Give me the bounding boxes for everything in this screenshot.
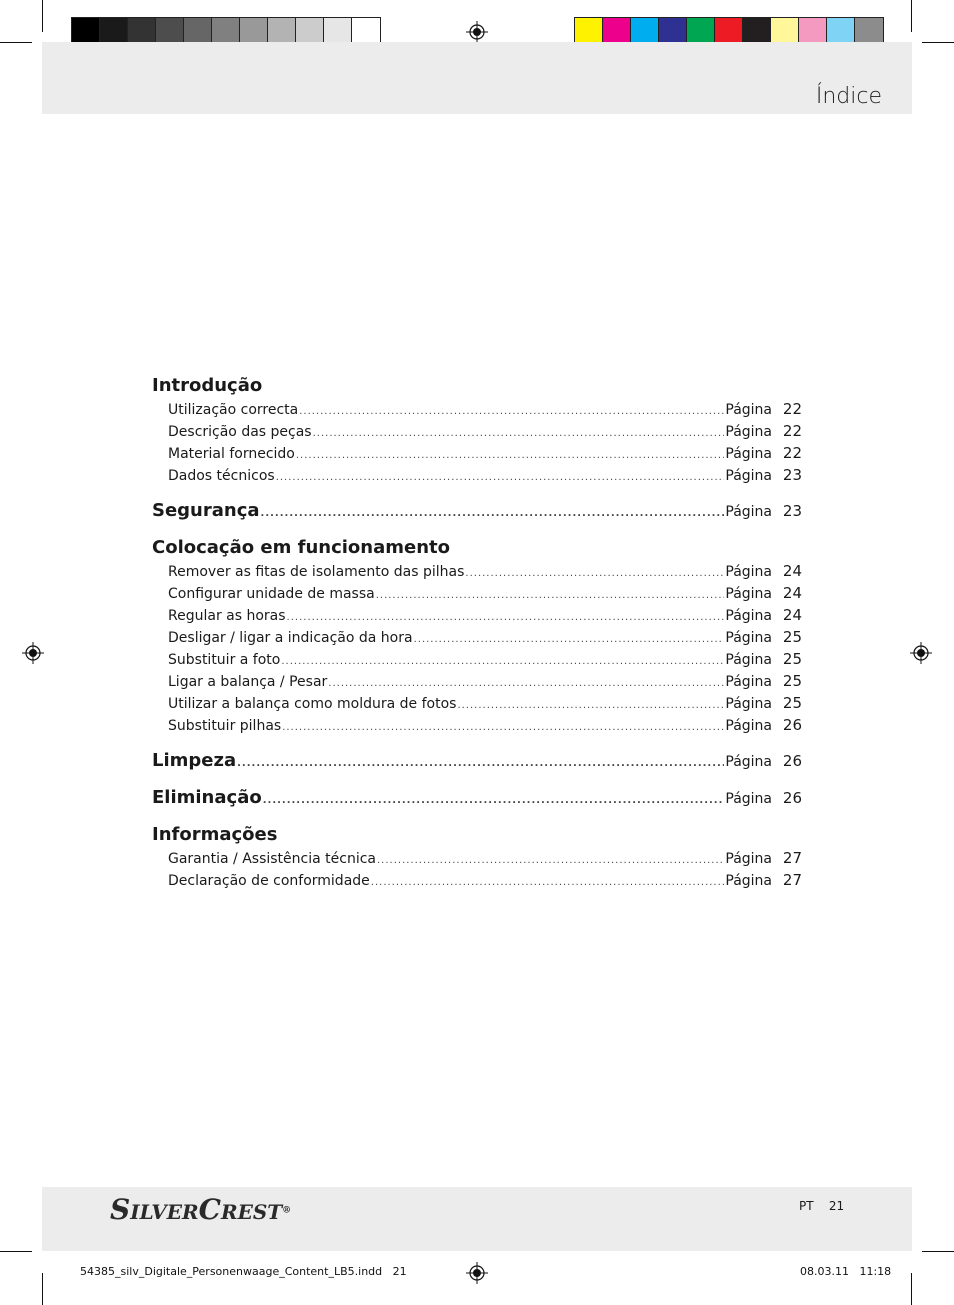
page-ref: 22 [782,444,802,462]
dot-leader [371,872,725,894]
page-ref: 27 [782,871,802,889]
crop-mark [0,42,32,43]
page-ref: 22 [782,400,802,418]
dot-leader [465,563,724,585]
toc-entry[interactable] [152,398,802,420]
page-ref: 22 [782,422,802,440]
page-label: Página [725,696,772,712]
page-ref: 27 [782,849,802,867]
toc-entry-label: Declaração de conformidade [168,873,370,889]
page-label: Página [725,851,772,867]
language-code: PT [799,1199,814,1213]
dot-leader [313,423,725,445]
toc-section-title: Informações [152,824,278,845]
toc-entry-label: Utilização correcta [168,402,299,418]
toc-entry[interactable] [152,604,802,626]
crop-mark [42,0,43,32]
page-ref: 26 [782,716,802,734]
toc-section [152,749,802,773]
toc-section-title: Eliminação [152,787,262,808]
toc-entry-label: Remover as fitas de isolamento das pilhas [168,564,465,580]
page-label: Página [725,791,772,807]
toc-entry[interactable] [152,560,802,582]
crop-mark [922,42,954,43]
toc-section [152,374,802,486]
page-ref: 23 [782,466,802,484]
page-ref: 24 [782,584,802,602]
toc-entry-label: Material fornecido [168,446,295,462]
page-label: Página [725,468,772,484]
toc-section [152,499,802,523]
page-label: Página [725,446,772,462]
dot-leader [276,467,725,489]
registration-mark-icon [910,642,932,664]
page-title: Índice [815,84,882,109]
page-ref: 25 [782,694,802,712]
page-ref: 25 [782,650,802,668]
page-label: Página [725,674,772,690]
toc-entry-label: Configurar unidade de massa [168,586,375,602]
toc-entry[interactable] [152,626,802,648]
page-label: Página [725,873,772,889]
toc-section [152,823,802,891]
toc-entry-label: Regular as horas [168,608,286,624]
registration-mark-icon [466,1262,488,1284]
page-label: Página [725,564,772,580]
toc-section-heading[interactable] [152,536,802,560]
toc-entry[interactable] [152,420,802,442]
header-band [42,42,912,114]
page-ref: 23 [782,502,802,520]
page-label: Página [725,402,772,418]
dot-leader [377,850,724,872]
print-slug-file: 54385_silv_Digitale_Personenwaage_Content_LB5.indd 21 [80,1265,407,1278]
toc-entry-label: Ligar a balança / Pesar [168,674,328,690]
page-ref: 24 [782,562,802,580]
dot-leader [299,401,724,423]
page-label: Página [725,504,772,520]
toc-entry[interactable] [152,464,802,486]
toc-entry[interactable] [152,648,802,670]
dot-leader [261,502,725,526]
toc-entry-label: Utilizar a balança como moldura de fotos [168,696,457,712]
page-ref: 24 [782,606,802,624]
toc-section-heading[interactable] [152,499,802,523]
page-ref: 26 [782,752,802,770]
dot-leader [263,789,725,813]
crop-mark [0,1251,32,1252]
dot-leader [282,717,724,739]
toc-section [152,536,802,736]
crop-mark [922,1251,954,1252]
page-label: Página [725,652,772,668]
toc-entry-label: Descrição das peças [168,424,312,440]
toc-section-title: Introdução [152,375,263,396]
dot-leader [376,585,725,607]
toc-entry[interactable] [152,442,802,464]
dot-leader [328,673,724,695]
toc-entry[interactable] [152,582,802,604]
page-label: Página [725,586,772,602]
toc-section-heading[interactable] [152,786,802,810]
toc-section-heading[interactable] [152,823,802,847]
dot-leader [457,695,724,717]
page-ref: 26 [782,789,802,807]
language-page-number [799,1199,844,1213]
toc-entry[interactable] [152,869,802,891]
page-number: 21 [828,1199,845,1213]
registration-mark-icon [466,21,488,43]
page-label: Página [725,630,772,646]
toc-entry[interactable] [152,714,802,736]
crop-mark [42,1273,43,1305]
page-label: Página [725,718,772,734]
toc-section-title: Colocação em funcionamento [152,537,450,558]
toc-section-heading[interactable] [152,749,802,773]
registration-mark-icon [22,642,44,664]
print-slug-date: 08.03.11 11:18 [800,1265,892,1278]
toc-entry[interactable] [152,670,802,692]
crop-mark [911,1273,912,1305]
page-label: Página [725,608,772,624]
toc-section-title: Limpeza [152,750,237,771]
toc-entry[interactable] [152,847,802,869]
dot-leader [414,629,725,651]
page-label: Página [725,754,772,770]
page-label: Página [725,424,772,440]
toc-entry-label: Dados técnicos [168,468,275,484]
toc-entry-label: Substituir pilhas [168,718,282,734]
toc-section-title: Segurança [152,500,260,521]
table-of-contents [152,374,802,904]
page-ref: 25 [782,672,802,690]
toc-section [152,786,802,810]
page-ref: 25 [782,628,802,646]
toc-entry-label: Desligar / ligar a indicação da hora [168,630,413,646]
toc-entry-label: Substituir a foto [168,652,281,668]
crop-mark [911,0,912,32]
dot-leader [281,651,724,673]
dot-leader [287,607,725,629]
silvercrest-logo: SILVERCREST® [110,1193,292,1226]
toc-section-heading[interactable] [152,374,802,398]
dot-leader [237,752,724,776]
toc-entry[interactable] [152,692,802,714]
dot-leader [296,445,725,467]
toc-entry-label: Garantia / Assistência técnica [168,851,376,867]
